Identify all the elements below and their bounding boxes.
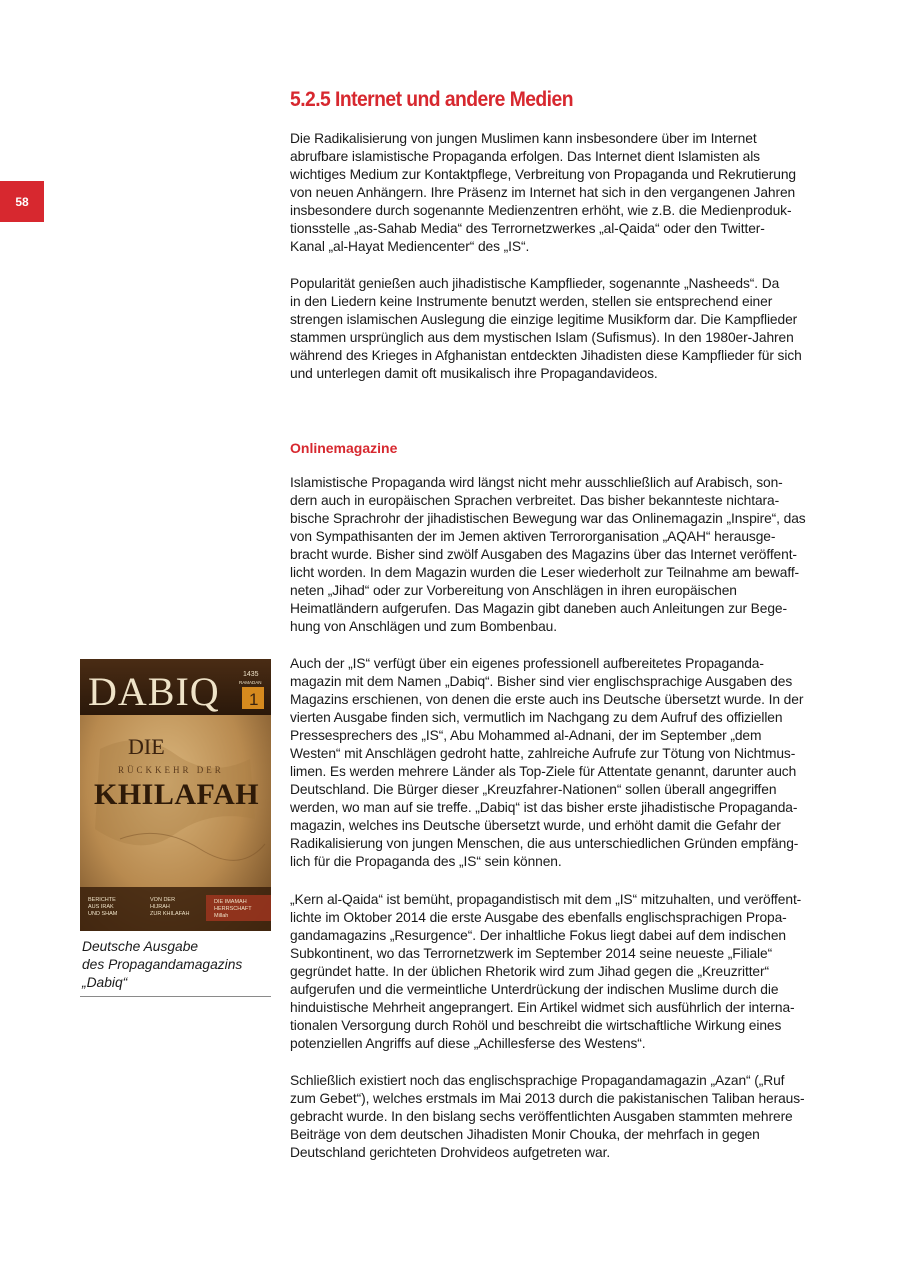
section-title: 5.2.5 Internet und andere Medien <box>290 88 573 111</box>
text-line: Subkontinent, wo das Terrornetzwerk im September 2014 seine neueste „Filiale“ <box>290 946 773 961</box>
text-line: magazin, welches ins Deutsche übersetzt wurde, und erhöht damit die Gefahr der <box>290 818 781 833</box>
nasheeds-paragraph <box>290 275 838 383</box>
text-line: stammen ursprünglich aus dem mystischen Islam (Sufismus). In den 1980er-Jahren <box>290 330 794 345</box>
svg-text:BERICHTE AUS IRAK <box>88 897 118 917</box>
text-line: hinduistische Mehrheit angeprangert. Ein Artikel widmet sich ausführlich der interna- <box>290 1000 795 1015</box>
cover-footer-left-line: AUS IRAK <box>88 904 114 910</box>
page-number: 58 <box>15 194 29 209</box>
text-line: neten „Jihad“ oder zur Vorbereitung von Anschlägen in ihren europäischen <box>290 583 737 598</box>
text-line: während des Krieges in Afghanistan entdeckten Jihadisten diese Kampflieder für sich <box>290 348 802 363</box>
caption-line: Deutsche Ausgabe <box>82 939 199 954</box>
subheading-onlinemagazine: Onlinemagazine <box>290 440 398 456</box>
text-line: Beiträge von dem deutschen Jihadisten Monir Chouka, der mehrfach in gegen <box>290 1127 760 1142</box>
text-line: wichtiges Medium zur Kontaktpflege, Verbreitung von Propaganda und Rekrutierung <box>290 167 796 182</box>
inspire-paragraph <box>290 474 838 636</box>
text-line: werden, wo man auf sie treffe. „Dabiq“ ist das bisher erste jihadistische Propaganda- <box>290 800 798 815</box>
cover-headline-main: KHILAFAH <box>94 778 260 811</box>
text-line: Radikalisierung von jungen Menschen, die aus unterschiedlichen Gründen empfäng- <box>290 836 799 851</box>
resurgence-paragraph <box>290 891 838 1053</box>
text-line: Popularität genießen auch jihadistische Kampflieder, sogenannte „Nasheeds“. Da <box>290 276 780 291</box>
cover-headline-middle: RÜCKKEHR DER <box>118 765 224 775</box>
text-line: insbesondere durch sogenannte Medienzentren erhöht, wie z.B. die Medienproduk- <box>290 203 792 218</box>
text-line: abrufbare islamistische Propaganda erfolgen. Das Internet dient Islamisten als <box>290 149 760 164</box>
text-line: gebracht wurde. In den bislang sechs veröffentlichten Ausgaben stammten mehrere <box>290 1109 793 1124</box>
text-line: von neuen Anhängern. Ihre Präsenz im Internet hat sich in den vergangenen Jahren <box>290 185 796 200</box>
text-line: aufgerufen und die vermeintliche Unterdrückung der indischen Muslime durch die <box>290 982 779 997</box>
text-line: Westen“ mit Anschlägen gedroht hatte, zahlreiche Aufrufe zur Tötung von Nichtmus- <box>290 746 796 761</box>
cover-title: DABIQ <box>88 669 220 714</box>
text-line: und unterlegen damit oft musikalisch ihre Propagandavideos. <box>290 366 658 381</box>
intro-paragraph <box>290 130 838 256</box>
text-line: Pressesprechers des „IS“, Abu Mohammed al-Adnani, der im September „dem <box>290 728 762 743</box>
text-line: Kanal „al-Hayat Mediencenter“ des „IS“. <box>290 239 530 254</box>
text-line: limen. Es werden mehrere Länder als Top-Ziele für Attentate genannt, darunter auch <box>290 764 797 779</box>
cover-month: RAMADAN <box>239 680 262 685</box>
cover-headline-top: DIE <box>128 734 165 759</box>
text-line: in den Liedern keine Instrumente benutzt werden, stellen sie entsprechend einer <box>290 294 773 309</box>
text-line: hung von Anschlägen und zum Bombenbau. <box>290 619 557 634</box>
text-line: tionalen Versorgung durch Rohöl und beschreibt die wirtschaftliche Wirkung eines <box>290 1018 782 1033</box>
text-line: lichte im Oktober 2014 die erste Ausgabe des ebenfalls englischsprachigen Propa- <box>290 910 787 925</box>
text-line: tionsstelle „as-Sahab Media“ des Terrornetzwerkes „al-Qaida“ oder den Twitter- <box>290 221 765 236</box>
cover-footer-left-line: UND SHAM <box>88 911 118 917</box>
page-number-tab <box>0 181 44 222</box>
text-line: licht worden. In dem Magazin wurden die Leser wiederholt zur Teilnahme am bewaff- <box>290 565 800 580</box>
text-line: Deutschland gerichteten Drohvideos aufgetreten war. <box>290 1145 611 1160</box>
cover-year: 1435 <box>243 671 259 678</box>
cover-footer-left-line: BERICHTE <box>88 897 116 903</box>
text-line: gandamagazins „Resurgence“. Der inhaltliche Fokus liegt dabei auf dem indischen <box>290 928 786 943</box>
cover-issue: 1 <box>249 690 259 709</box>
text-line: magazin mit dem Namen „Dabiq“. Bisher sind vier englischsprachige Ausgaben des <box>290 674 793 689</box>
dabiq-paragraph <box>290 655 838 871</box>
cover-footer-middle-line: ZUR KHILAFAH <box>150 911 190 917</box>
text-line: strengen islamischen Auslegung die einzige legitime Musikform dar. Die Kampflieder <box>290 312 798 327</box>
text-line: dern auch in europäischen Sprachen verbreitet. Das bisher bekannteste nichtara- <box>290 493 780 508</box>
caption-line: „Dabiq“ <box>82 975 128 990</box>
cover-footer-right-line: Millah <box>214 913 229 919</box>
caption-line: des Propagandamagazins <box>82 957 243 972</box>
text-line: Deutschland. Die Bürger dieser „Kreuzfahrer-Nationen“ sollen überall angegriffen <box>290 782 777 797</box>
text-line: bracht wurde. Bisher sind zwölf Ausgaben des Magazins über das Internet veröffent- <box>290 547 797 562</box>
text-line: Die Radikalisierung von jungen Muslimen kann insbesondere über im Internet <box>290 131 757 146</box>
text-line: von Sympathisanten der im Jemen aktiven Terrororganisation „AQAH“ herausge- <box>290 529 776 544</box>
text-line: „Kern al-Qaida“ ist bemüht, propagandistisch mit dem „IS“ mitzuhalten, und veröffent- <box>290 892 802 907</box>
cover-footer-right-line: HERRSCHAFT <box>214 906 252 912</box>
text-line: Islamistische Propaganda wird längst nicht mehr ausschließlich auf Arabisch, son- <box>290 475 783 490</box>
text-line: Magazins erschienen, von denen die erste auch ins Deutsche übersetzt wurde. In der <box>290 692 804 707</box>
text-line: potenziellen Angriffs auf diese „Achillesferse des Westens“. <box>290 1036 646 1051</box>
cover-footer-right-line: DIE IMAMAH <box>214 899 247 905</box>
text-line: zum Gebet“), welches erstmals im Mai 2013 durch die pakistanischen Taliban heraus- <box>290 1091 805 1106</box>
azan-paragraph <box>290 1072 838 1162</box>
text-line: gegründet hatte. In der üblichen Rhetorik wird zum Jihad gegen die „Kreuzritter“ <box>290 964 769 979</box>
caption-divider <box>80 996 271 997</box>
text-line: Schließlich existiert noch das englischsprachige Propagandamagazin „Azan“ („Ruf <box>290 1073 785 1088</box>
text-line: Auch der „IS“ verfügt über ein eigenes professionell aufbereitetes Propaganda- <box>290 656 764 671</box>
text-line: Heimatländern aufgerufen. Das Magazin gibt daneben auch Anleitungen zur Bege- <box>290 601 787 616</box>
text-line: vierten Ausgabe finden sich, vermutlich im Nachgang zu dem Aufruf des offiziellen <box>290 710 783 725</box>
text-line: bische Sprachrohr der jihadistischen Bewegung war das Onlinemagazin „Inspire“, das <box>290 511 806 526</box>
image-caption <box>82 938 242 992</box>
cover-footer-middle-line: HIJRAH <box>150 904 170 910</box>
text-line: lich für die Propaganda des „IS“ sein können. <box>290 854 562 869</box>
cover-footer-middle-line: VON DER <box>150 897 176 903</box>
dabiq-magazine-cover <box>80 659 271 931</box>
